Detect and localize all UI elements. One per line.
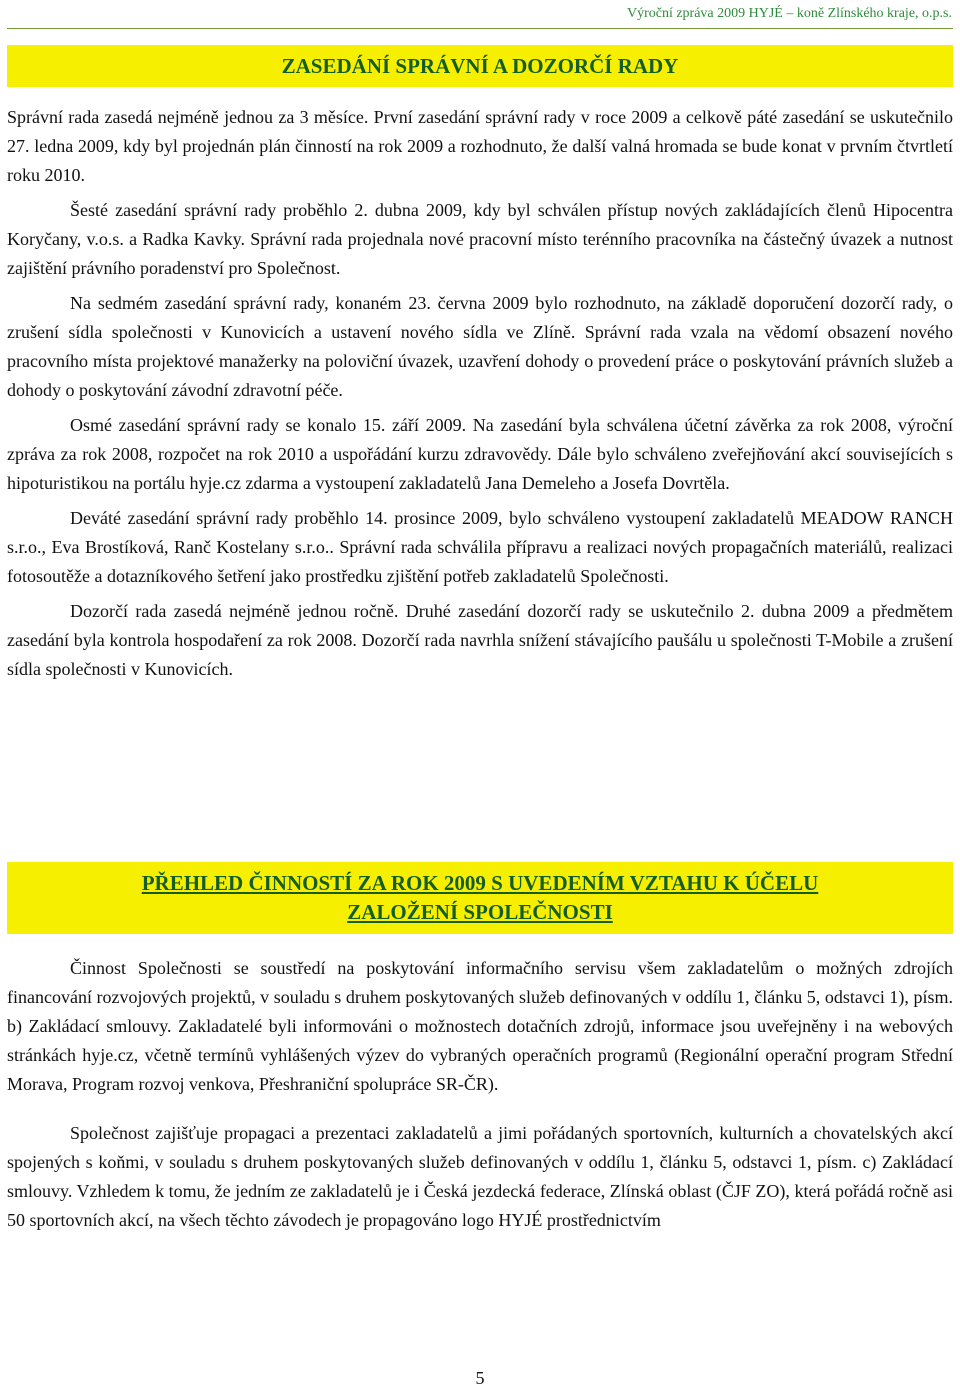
paragraph: Deváté zasedání správní rady proběhlo 14. prosince 2009, bylo schváleno vystoupení zakladatelů MEADOW RANCH s.r.o., Eva Brostíková, Ranč Kostelany s.r.o.. Správní rada schválila přípravu a realizaci nových propagačních materiálů, realizaci fotosoutěže a dotazníkového šetření jako prostředku zjištění potřeb zakladatelů Společnosti. [7,508,953,586]
section-title-line-2: ZALOŽENÍ SPOLEČNOSTI [347,900,613,924]
header-rule [7,28,953,29]
paragraph: Dozorčí rada zasedá nejméně jednou ročně. Druhé zasedání dozorčí rady se uskutečnilo 2. dubna 2009 a předmětem zasedání byla kontrola hospodaření za rok 2008. Dozorčí rada navrhla snížení stávajícího paušálu u společnosti T-Mobile a zrušení sídla společnosti v Kunovicích. [7,601,953,679]
paragraph: Činnost Společnosti se soustředí na poskytování informačního servisu všem zakladatelům o možných zdrojích financování rozvojových projektů, v souladu s druhem poskytovaných služeb definovaných v oddílu 1, článku 5, odstavci 1), písm. b) Zakládací smlouvy. Zakladatelé byli informováni o možnostech dotačních zdrojů, informace jsou uveřejněny i na webových stránkách hyje.cz, včetně termínů vyhlášených výzev do vybraných operačních programů (Regionální operační program Střední Morava, Program rozvoj venkova, Přeshraniční spolupráce SR-ČR). [7,958,953,1094]
paragraph: Osmé zasedání správní rady se konalo 15. září 2009. Na zasedání byla schválena účetní závěrka za rok 2008, výroční zpráva za rok 2008, rozpočet na rok 2010 a uspořádání kurzu zdravovědy. Dále bylo schváleno zveřejňování akcí souvisejících s hipoturistikou na portálu hyje.cz zdarma a vystoupení zakladatelů Jana Demeleho a Josefa Dovrtěla. [7,415,953,493]
page-number: 5 [475,1368,485,1388]
board-meetings-text [7,103,953,684]
section-heading-activities-overview [7,862,953,934]
paragraph: Správní rada zasedá nejméně jednou za 3 měsíce. První zasedání správní rady v roce 2009 a celkově páté zasedání se uskutečnilo 27. ledna 2009, kdy byl projednán plán činností na rok 2009 a rozhodnuto, že další valná hromada se bude konat v prvním čtvrtletí roku 2010. [7,107,953,185]
paragraph: Společnost zajišťuje propagaci a prezentaci zakladatelů a jimi pořádaných sportovních, kulturních a chovatelských akcí spojených s koňmi, v souladu s druhem poskytovaných služeb definovaných v oddílu 1, článku 5, odstavci 1, písm. c) Zakládací smlouvy. Vzhledem k tomu, že jedním ze zakladatelů je i Česká jezdecká federace, Zlínská oblast (ČJF ZO), která pořádá ročně asi 50 sportovních akcí, na všech těchto závodech je propagováno logo HYJÉ prostřednictvím [7,1123,953,1230]
running-header: Výroční zpráva 2009 HYJÉ – koně Zlínského kraje, o.p.s. [626,6,952,21]
section-heading-board-meetings [7,45,953,87]
paragraph: Šesté zasedání správní rady proběhlo 2. dubna 2009, kdy byl schválen přístup nových zakládajících členů Hipocentra Koryčany, v.o.s. a Radka Kavky. Správní rada projednala nové pracovní místo terénního pracovníka na částečný úvazek a nutnost zajištění právního poradenství pro Společnost. [7,200,953,278]
activities-text [7,954,953,1235]
section-title: ZASEDÁNÍ SPRÁVNÍ A DOZORČÍ RADY [281,53,679,78]
section-title-line-1: PŘEHLED ČINNOSTÍ ZA ROK 2009 S UVEDENÍM VZTAHU K ÚČELU [141,871,819,895]
paragraph: Na sedmém zasedání správní rady, konaném 23. června 2009 bylo rozhodnuto, na základě doporučení dozorčí rady, o zrušení sídla společnosti v Kunovicích a ustavení nového sídla ve Zlíně. Správní rada vzala na vědomí obsazení nového pracovního místa projektové manažerky na poloviční úvazek, uzavření dohody o provedení práce o poskytování právních služeb a dohody o poskytování závodní zdravotní péče. [7,293,953,400]
